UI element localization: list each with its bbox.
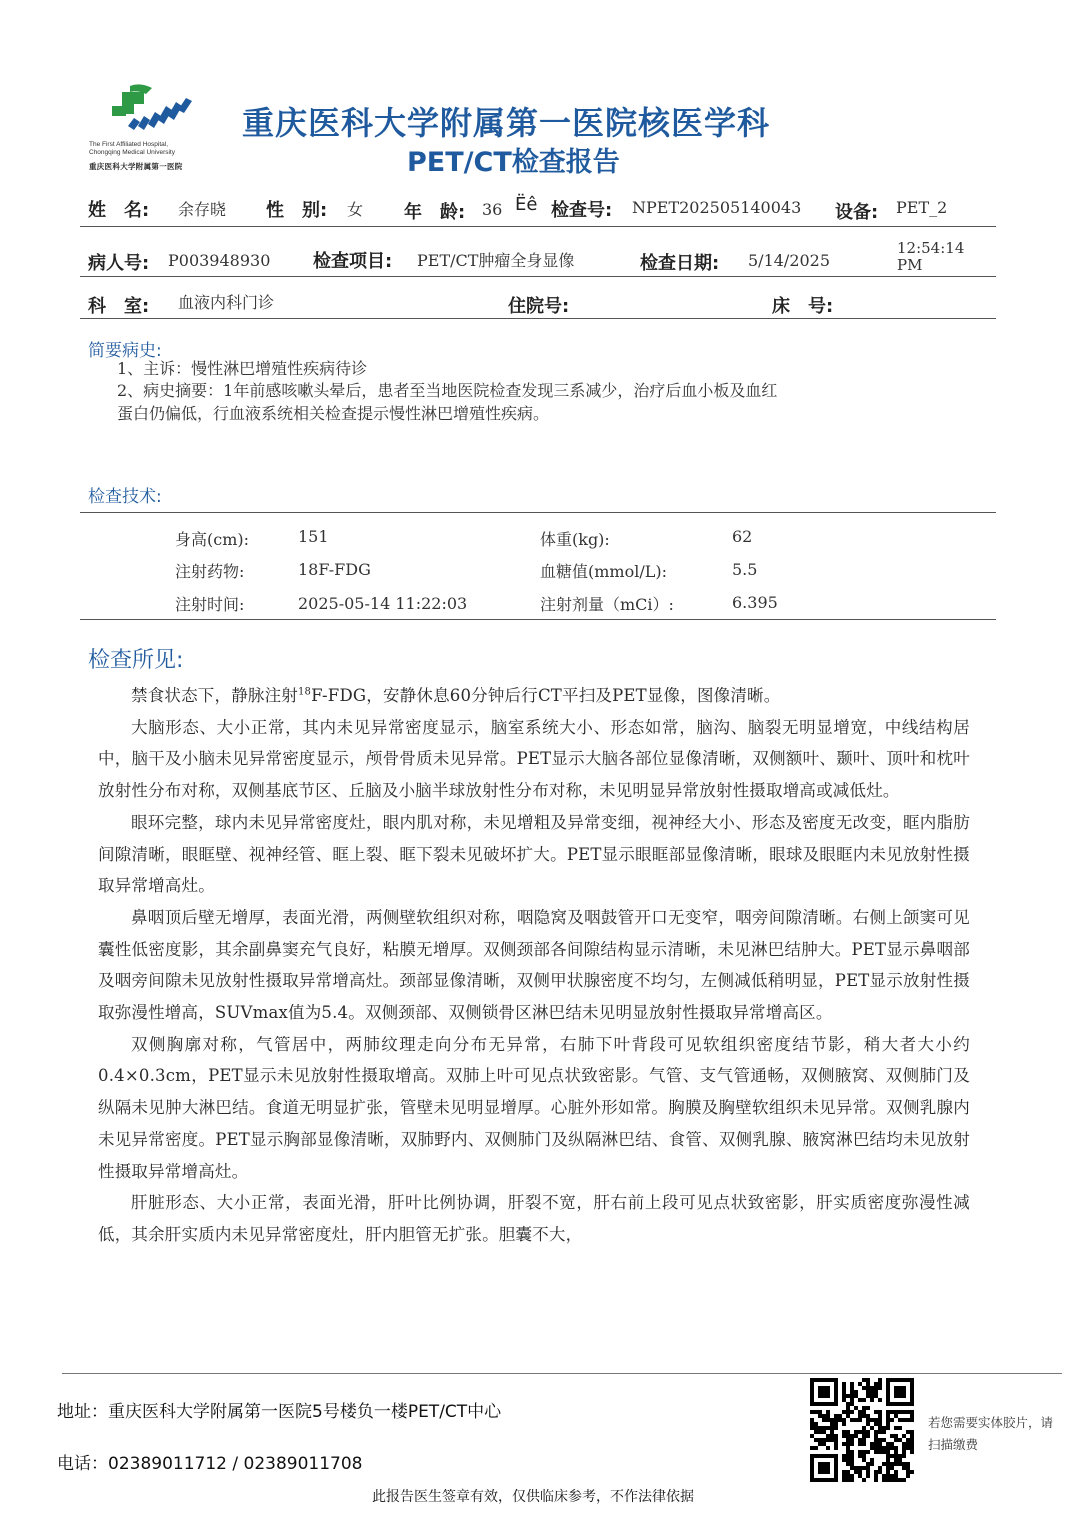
findings-paragraph: 双侧胸廓对称，气管居中，两肺纹理走向分布无异常，右肺下叶背段可见软组织密度结节影，稍大者大小约0.4×0.3cm，PET显示未见放射性摄取增高。双肺上叶可见点状致密影。气管、支气管通畅，双侧腋窝、双侧肺门及纵隔未见肿大淋巴结。食道无明显扩张，管壁未见明显增厚。心脏外形如常。胸膜及胸壁软组织未见异常。双侧乳腺内未见异常密度。PET显示胸部显像清晰，双肺野内、双侧肺门及纵隔淋巴结、食管、双侧乳腺、腋窝淋巴结均未见放射性摄取异常增高灶。 bbox=[98, 1034, 970, 1181]
patient-id: P003948930 bbox=[168, 251, 271, 270]
technique-title: 检查技术: bbox=[88, 487, 162, 507]
divider bbox=[80, 226, 996, 227]
weight-label: 体重(kg): bbox=[540, 530, 610, 549]
patient-id-label: 病人号: bbox=[88, 253, 150, 274]
garbled-text: Ëê bbox=[515, 194, 538, 215]
footer-divider bbox=[62, 1373, 1062, 1374]
divider bbox=[80, 318, 996, 319]
disclaimer: 此报告医生签章有效，仅供临床参考，不作法律依据 bbox=[372, 1489, 694, 1505]
name-label: 姓 名: bbox=[88, 200, 150, 221]
history-line1: 1、主诉：慢性淋巴增殖性疾病待诊 bbox=[117, 359, 368, 378]
findings-body bbox=[98, 680, 970, 1251]
exam-time: 12:54:14 bbox=[897, 239, 965, 257]
drug-value: 18F-FDG bbox=[298, 560, 371, 579]
footer-phone: 电话：02389011712 / 02389011708 bbox=[57, 1454, 363, 1474]
device-label: 设备: bbox=[835, 202, 879, 223]
footer-address: 地址：重庆医科大学附属第一医院5号楼负一楼PET/CT中心 bbox=[57, 1402, 502, 1422]
divider bbox=[80, 276, 996, 277]
findings-text: F-FDG，安静休息60分钟后行CT平扫及PET显像，图像清晰。 bbox=[311, 686, 781, 705]
inpatient-label: 住院号: bbox=[508, 296, 570, 317]
hospital-title: 重庆医科大学附属第一医院核医学科 bbox=[242, 104, 771, 142]
exam-no: NPET202505140043 bbox=[632, 198, 802, 217]
glucose-value: 5.5 bbox=[732, 560, 758, 579]
history-line3: 蛋白仍偏低，行血液系统相关检查提示慢性淋巴增殖性疾病。 bbox=[117, 404, 550, 423]
history-line2: 2、病史摘要：1年前感咳嗽头晕后，患者至当地医院检查发现三系减少，治疗后血小板及血红 bbox=[117, 381, 778, 400]
device: PET_2 bbox=[896, 198, 948, 217]
report-title: PET/CT检查报告 bbox=[407, 147, 620, 178]
findings-paragraph bbox=[98, 680, 970, 712]
divider bbox=[80, 512, 996, 513]
qr-code-icon bbox=[810, 1378, 914, 1482]
height-value: 151 bbox=[298, 527, 329, 546]
weight-value: 62 bbox=[732, 527, 753, 546]
dose-label: 注射剂量（mCi）: bbox=[540, 595, 674, 614]
isotope-superscript: 18 bbox=[298, 686, 312, 698]
age-label: 年 龄: bbox=[404, 202, 466, 223]
dept: 血液内科门诊 bbox=[178, 293, 275, 312]
injection-time-value: 2025-05-14 11:22:03 bbox=[298, 594, 468, 613]
bed-label: 床 号: bbox=[772, 296, 834, 317]
logo-english-line1: The First Affiliated Hospital, bbox=[89, 141, 168, 148]
glucose-label: 血糖值(mmol/L): bbox=[540, 562, 667, 581]
patient-name: 余存晓 bbox=[178, 200, 227, 219]
patient-sex: 女 bbox=[347, 200, 364, 219]
sex-label: 性 别: bbox=[266, 200, 328, 221]
injection-time-label: 注射时间: bbox=[175, 595, 245, 614]
logo-chinese-name: 重庆医科大学附属第一医院 bbox=[89, 162, 183, 171]
exam-item: PET/CT肿瘤全身显像 bbox=[417, 251, 575, 270]
logo-english-line2: Chongqing Medical University bbox=[89, 149, 175, 156]
history-title: 简要病史: bbox=[88, 341, 162, 361]
findings-paragraph: 鼻咽顶后壁无增厚，表面光滑，两侧壁软组织对称，咽隐窝及咽鼓管开口无变窄，咽旁间隙清晰。右侧上颌窦可见囊性低密度影，其余副鼻窦充气良好，粘膜无增厚。双侧颈部各间隙结构显示清晰，未见淋巴结肿大。PET显示鼻咽部及咽旁间隙未见放射性摄取异常增高灶。颈部显像清晰，双侧甲状腺密度不均匀，左侧减低稍明显，PET显示放射性摄取弥漫性增高，SUVmax值为5.4。双侧颈部、双侧锁骨区淋巴结未见明显放射性摄取异常增高区。 bbox=[98, 907, 970, 1023]
findings-title: 检查所见: bbox=[88, 648, 184, 673]
divider bbox=[80, 619, 996, 620]
exam-no-label: 检查号: bbox=[551, 200, 613, 221]
findings-text: 禁食状态下，静脉注射 bbox=[131, 686, 298, 705]
qr-note: 若您需要实体胶片，请扫描缴费 bbox=[928, 1415, 1054, 1452]
height-label: 身高(cm): bbox=[175, 530, 250, 549]
exam-item-label: 检查项目: bbox=[313, 251, 393, 272]
exam-date-label: 检查日期: bbox=[640, 253, 720, 274]
dose-value: 6.395 bbox=[732, 593, 778, 612]
exam-date: 5/14/2025 bbox=[748, 251, 831, 270]
hospital-logo-icon bbox=[82, 82, 232, 142]
dept-label: 科 室: bbox=[88, 296, 150, 317]
findings-paragraph: 大脑形态、大小正常，其内未见异常密度显示，脑室系统大小、形态如常，脑沟、脑裂无明显增宽，中线结构居中，脑干及小脑未见异常密度显示，颅骨骨质未见异常。PET显示大脑各部位显像清晰，双侧额叶、颞叶、顶叶和枕叶放射性分布对称，双侧基底节区、丘脑及小脑半球放射性分布对称，未见明显异常放射性摄取增高或减低灶。 bbox=[98, 717, 970, 801]
findings-paragraph: 眼环完整，球内未见异常密度灶，眼内肌对称，未见增粗及异常变细，视神经大小、形态及密度无改变，眶内脂肪间隙清晰，眼眶壁、视神经管、眶上裂、眶下裂未见破坏扩大。PET显示眼眶部显像清晰，眼球及眼眶内未见放射性摄取异常增高灶。 bbox=[98, 812, 970, 896]
exam-time-ampm: PM bbox=[897, 256, 923, 274]
findings-paragraph: 肝脏形态、大小正常，表面光滑，肝叶比例协调，肝裂不宽，肝右前上段可见点状致密影，肝实质密度弥漫性减低，其余肝实质内未见异常密度灶，肝内胆管无扩张。胆囊不大， bbox=[98, 1193, 970, 1244]
payment-qr-code[interactable] bbox=[810, 1378, 914, 1482]
drug-label: 注射药物: bbox=[175, 562, 245, 581]
patient-age: 36 bbox=[482, 200, 503, 219]
